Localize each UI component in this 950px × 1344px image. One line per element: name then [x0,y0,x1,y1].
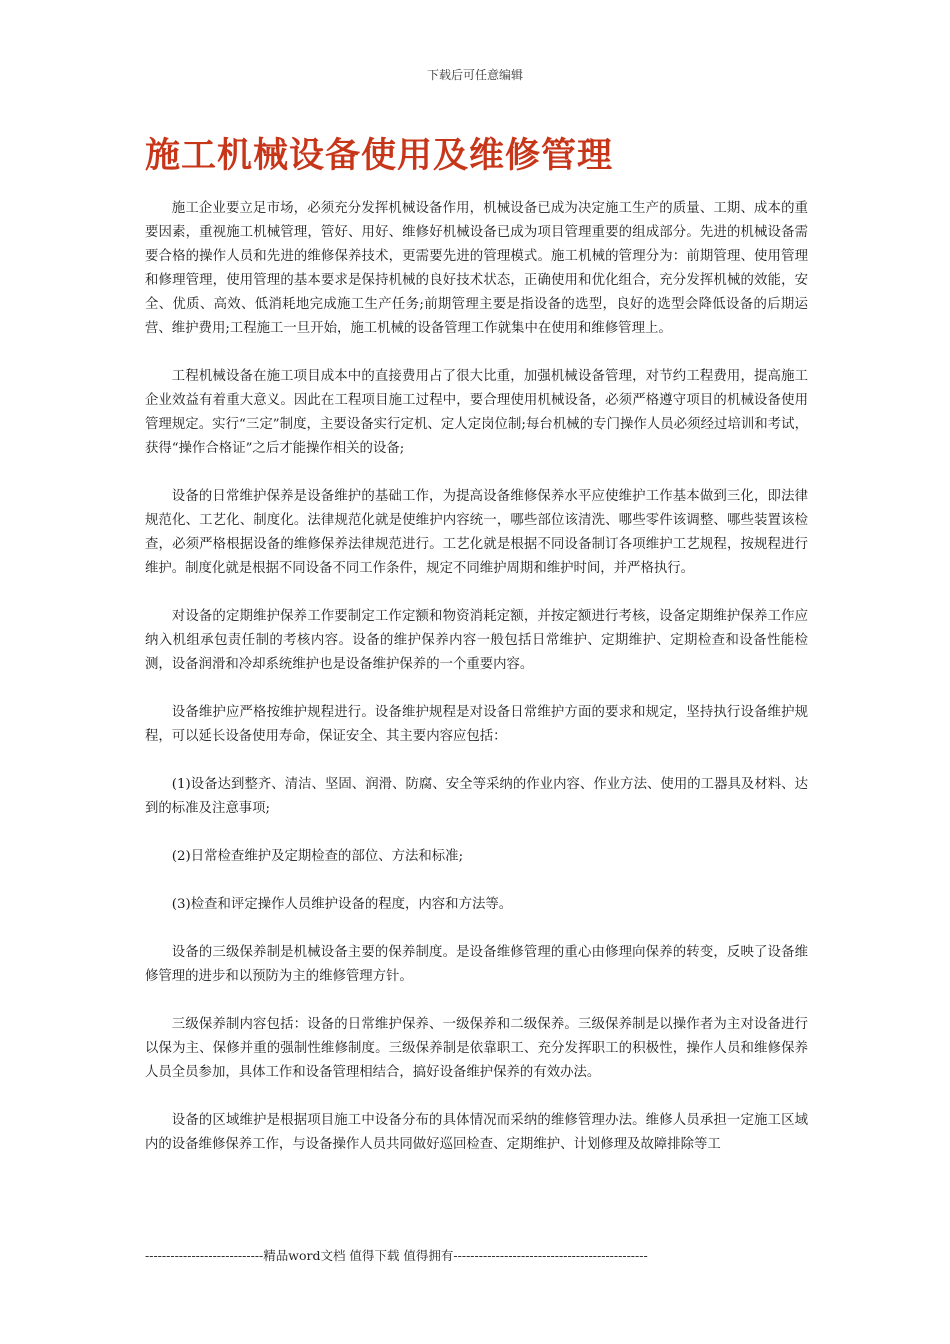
paragraph: 三级保养制内容包括：设备的日常维护保养、一级保养和二级保养。三级保养制是以操作者为主对设备进行以保为主、保修并重的强制性维修制度。三级保养制是依靠职工、充分发挥职工的积极性，操作人员和维修保养人员全员参加，具体工作和设备管理相结合，搞好设备维护保养的有效办法。 [145,1017,808,1080]
paragraph: 设备维护应严格按维护规程进行。设备维护规程是对设备日常维护方面的要求和规定，坚持执行设备维护规程，可以延长设备使用寿命，保证安全、其主要内容应包括： [145,705,808,744]
document-body [145,197,808,1181]
paragraph: 设备的区域维护是根据项目施工中设备分布的具体情况而采纳的维修管理办法。维修人员承担一定施工区域内的设备维修保养工作，与设备操作人员共同做好巡回检查、定期维护、计划修理及故障排除等工 [145,1113,808,1152]
footer-banner: ----------------------------精品word文档 值得下载 值得拥有---------------------------------------------- [145,1248,648,1263]
paragraph: 对设备的定期维护保养工作要制定工作定额和物资消耗定额，并按定额进行考核，设备定期维护保养工作应纳入机组承包责任制的考核内容。设备的维护保养内容一般包括日常维护、定期维护、定期检查和设备性能检测，设备润滑和冷却系统维护也是设备维护保养的一个重要内容。 [145,609,808,672]
document-title: 施工机械设备使用及维修管理 [145,136,614,176]
paragraph: (1)设备达到整齐、清洁、坚固、润滑、防腐、安全等采纳的作业内容、作业方法、使用的工器具及材料、达到的标准及注意事项; [145,777,808,816]
paragraph: (3)检查和评定操作人员维护设备的程度，内容和方法等。 [171,897,513,912]
header-note: 下载后可任意编辑 [426,68,523,82]
paragraph: (2)日常检查维护及定期检查的部位、方法和标准; [171,849,464,864]
paragraph: 设备的日常维护保养是设备维护的基础工作，为提高设备维修保养水平应使维护工作基本做到三化，即法律规范化、工艺化、制度化。法律规范化就是使维护内容统一，哪些部位该清洗、哪些零件该调整、哪些装置该检查，必须严格根据设备的维修保养法律规范进行。工艺化就是根据不同设备制订各项维护工艺规程，按规程进行维护。制度化就是根据不同设备不同工作条件，规定不同维护周期和维护时间，并严格执行。 [145,489,808,576]
paragraph: 设备的三级保养制是机械设备主要的保养制度。是设备维修管理的重心由修理向保养的转变，反映了设备维修管理的进步和以预防为主的维修管理方针。 [145,945,808,984]
paragraph: 施工企业要立足市场，必须充分发挥机械设备作用，机械设备已成为决定施工生产的质量、工期、成本的重要因素，重视施工机械管理，管好、用好、维修好机械设备已成为项目管理重要的组成部分。先进的机械设备需要合格的操作人员和先进的维修保养技术，更需要先进的管理模式。施工机械的管理分为：前期管理、使用管理和修理管理，使用管理的基本要求是保持机械的良好技术状态，正确使用和优化组合，充分发挥机械的效能，安全、优质、高效、低消耗地完成施工生产任务;前期管理主要是指设备的选型，良好的选型会降低设备的后期运营、维护费用;工程施工一旦开始，施工机械的设备管理工作就集中在使用和维修管理上。 [145,201,808,336]
paragraph: 工程机械设备在施工项目成本中的直接费用占了很大比重，加强机械设备管理，对节约工程费用，提高施工企业效益有着重大意义。因此在工程项目施工过程中，要合理使用机械设备，必须严格遵守项目的机械设备使用管理规定。实行“三定”制度，主要设备实行定机、定人定岗位制;每台机械的专门操作人员必须经过培训和考试，获得“操作合格证”之后才能操作相关的设备; [145,369,808,456]
